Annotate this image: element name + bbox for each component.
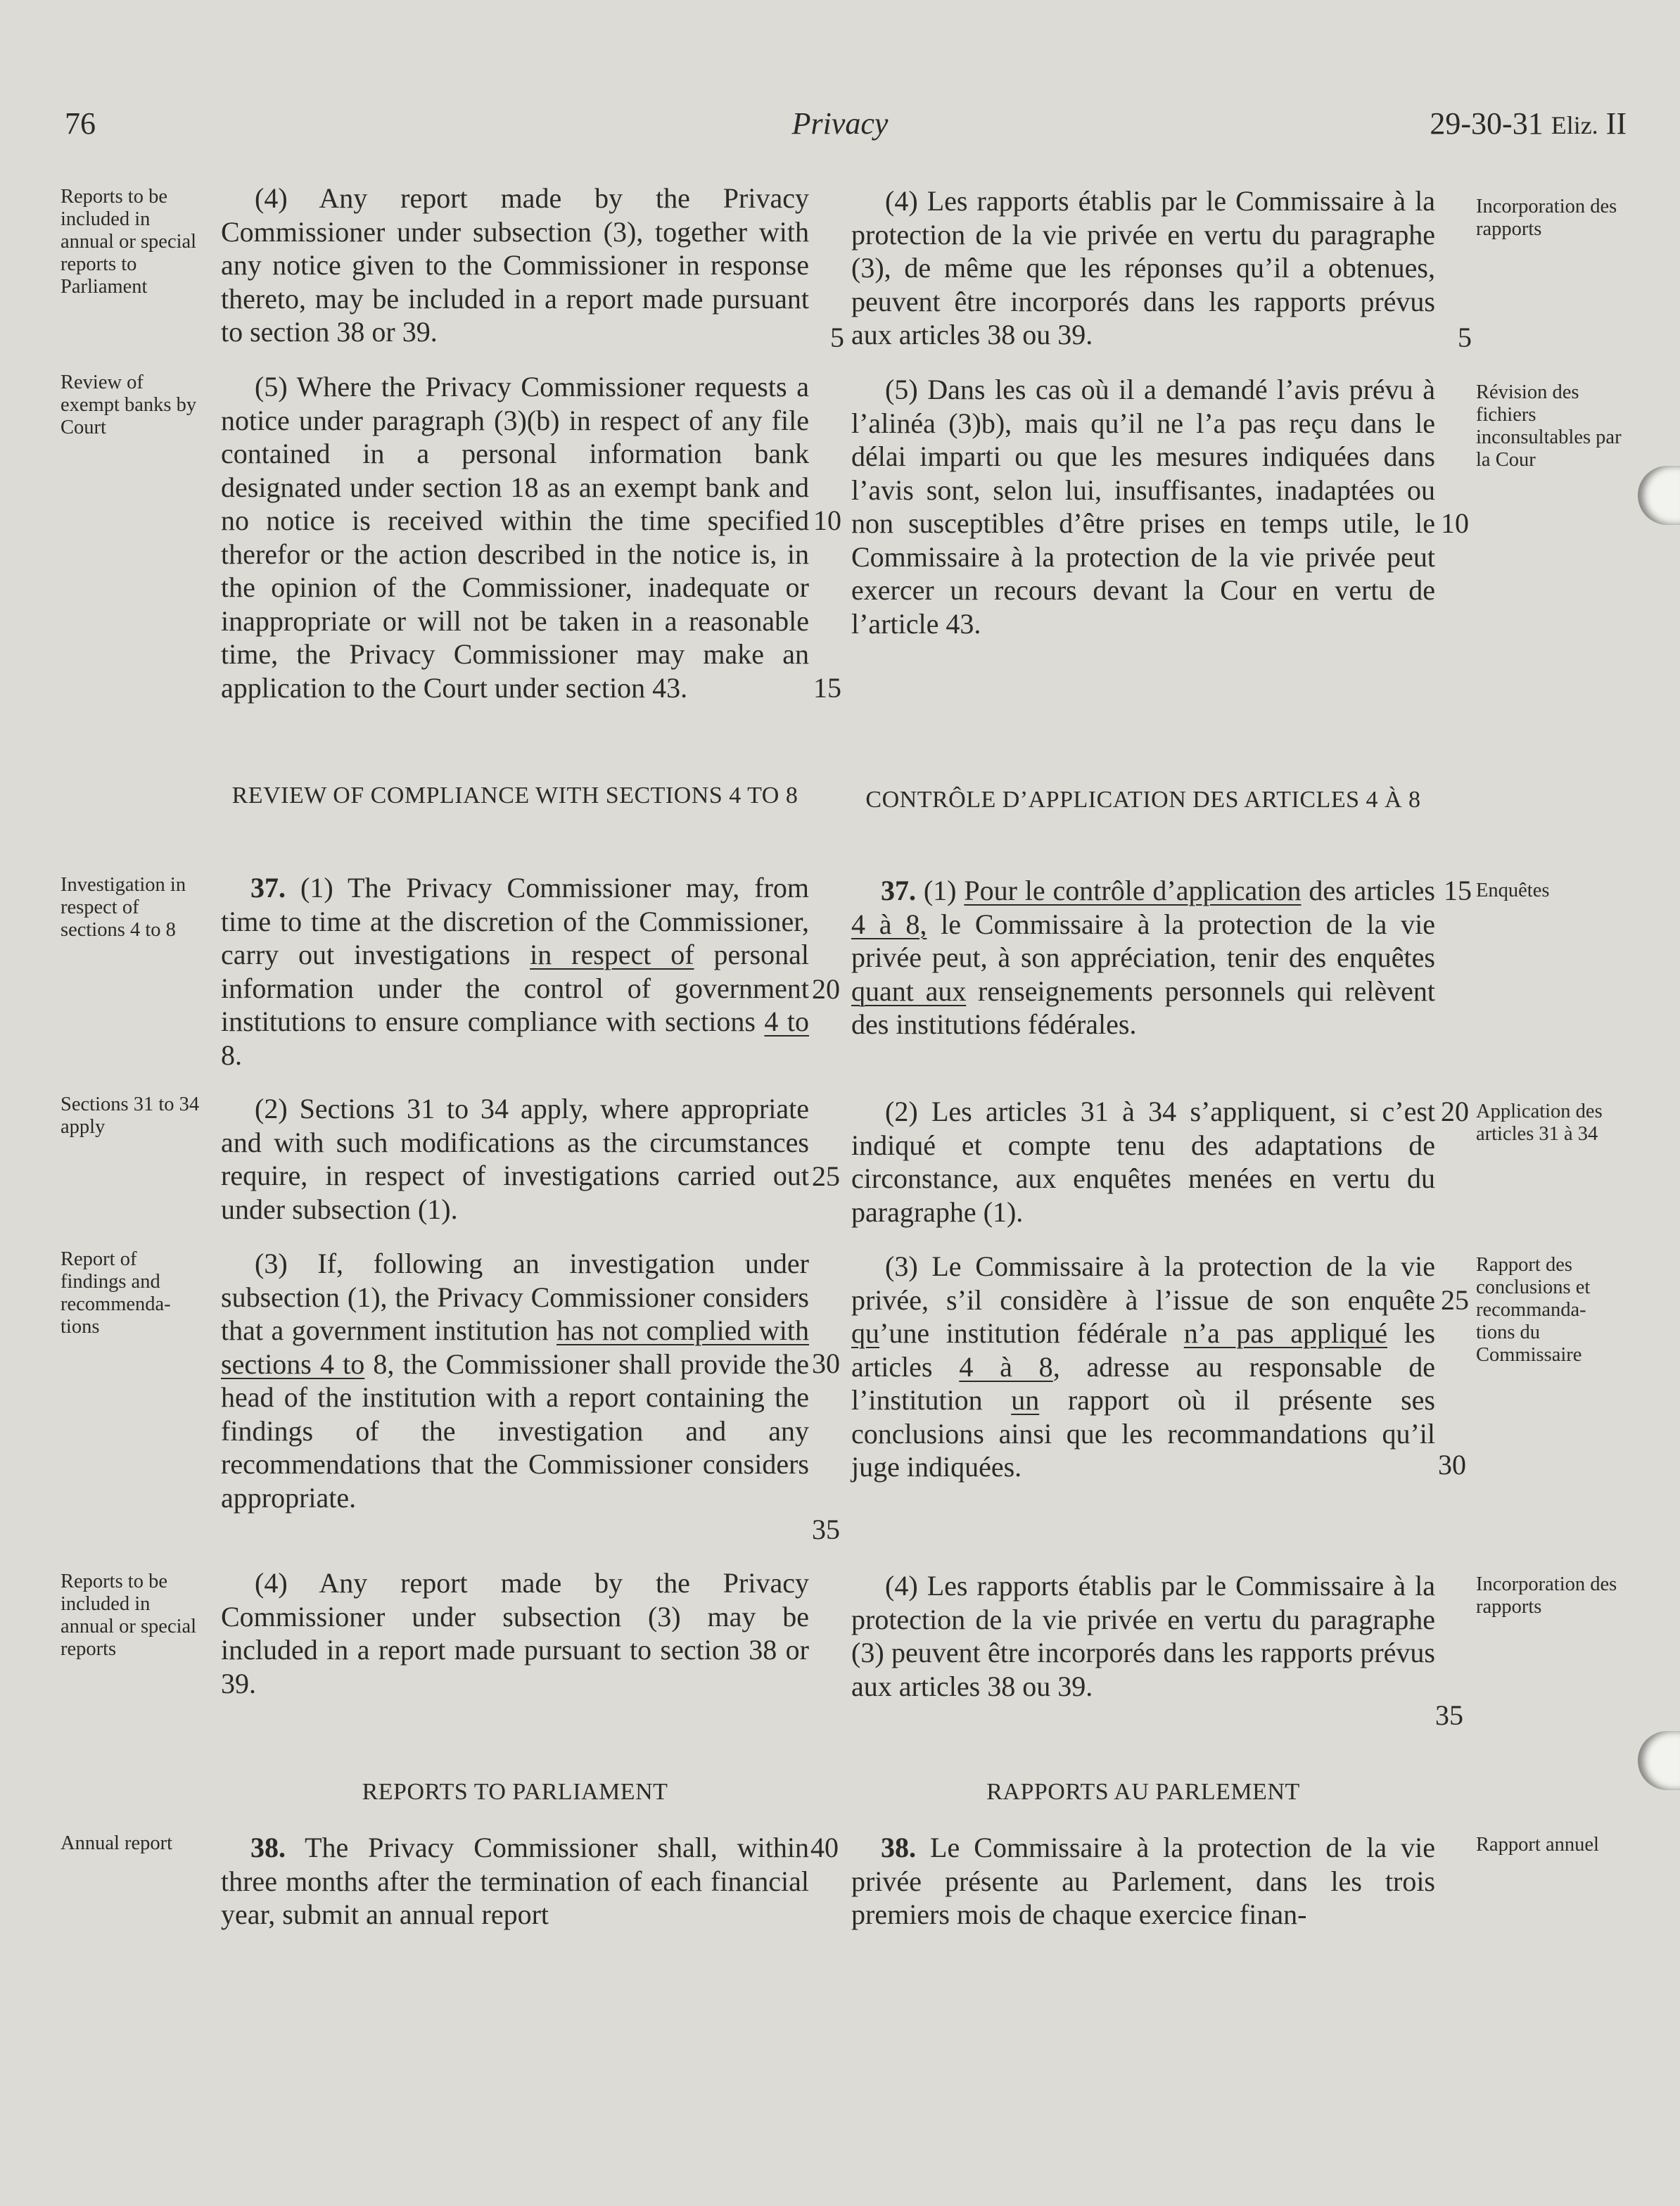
line-number: 25 [1441,1284,1469,1316]
page-number: 76 [65,106,96,141]
en-paragraph-37-2: (2) Sections 31 to 34 apply, where appropriate and with such modifications as the circumstances require, in respect of investigations carried out under subsection (1). [221,1093,809,1225]
punch-hole [1638,466,1680,525]
section-heading-fr: RAPPORTS AU PARLEMENT [986,1779,1300,1805]
amendment-underline: quant aux [851,975,967,1007]
line-number: 20 [1441,1096,1469,1127]
section-heading-en: REVIEW OF COMPLIANCE WITH SECTIONS 4 TO 8 [231,782,798,809]
margin-note-fr: Incorporation des rapports [1476,1573,1617,1618]
amendment-underline: n’a pas appliqué [1183,1317,1388,1349]
margin-note-fr: Rapport annuel [1476,1834,1599,1856]
en-paragraph-37-4: (4) Any report made by the Privacy Commissioner under subsection (3) may be included in a report made pursuant to section 38 or 39. [221,1567,809,1699]
line-number: 5 [830,322,844,353]
en-paragraph-38: 38. The Privacy Commissioner shall, within three months after the termination of each financial year, submit an annual report [221,1832,809,1930]
line-number: 35 [812,1514,840,1545]
fr-paragraph-36-4: (4) Les rapports établis par le Commissaire à la protection de la vie privée en vertu du paragraphe (3), de même que les réponses qu’il a obtenues, peuvent être incorporés dans les rapports prévus aux articles 38 ou 39. [851,185,1435,350]
line-number: 5 [1458,322,1472,353]
section-number: 38. [250,1832,286,1863]
section-number: 38. [881,1832,916,1863]
margin-note-en: Sections 31 to 34 apply [61,1094,200,1138]
margin-note-fr: Incorporation des rapports [1476,196,1617,240]
section-number: 37. [250,872,286,904]
amendment-underline: has not complied with sections 4 to [221,1314,809,1380]
line-number: 15 [1444,875,1472,906]
fr-paragraph-38: 38. Le Commissaire à la protection de la vie privée présente au Parlement, dans les trois premiers mois de chaque exercice finan- [851,1832,1435,1930]
en-paragraph-36-5: (5) Where the Privacy Commissioner requests a notice under paragraph (3)(b) in respect of any file contained in a personal information bank designated under section 18 as an exempt bank and no notice is received within the time specified therefor or the action described in the notice is, in the opinion of the Commissioner, inadequate or inappropriate or will not be taken in a reasonable time, the Privacy Commissioner may make an application to the Court under section 43. [221,371,809,704]
margin-note-en: Investigation in respect of sections 4 to 8 [61,874,186,941]
amendment-underline: in respect of [530,939,694,970]
margin-note-en: Reports to be included in annual or special reports to Parliament [61,186,197,298]
line-number: 40 [810,1832,839,1863]
margin-note-fr: Enquêtes [1476,880,1550,901]
line-number: 15 [813,672,841,704]
amendment-underline: 4 to [764,1006,809,1037]
line-number: 10 [1441,507,1469,539]
margin-note-en: Report of findings and recommenda-tions [61,1248,171,1338]
line-number: 20 [812,973,840,1005]
margin-note-fr: Application des articles 31 à 34 [1476,1101,1603,1145]
line-number: 25 [812,1160,840,1192]
amendment-underline: un [1011,1384,1040,1416]
line-number: 10 [813,505,841,536]
en-paragraph-36-4: (4) Any report made by the Privacy Commissioner under subsection (3), together with any notice given to the Commissioner in response thereto, may be included in a report made pursuant to section 38 or 39. [221,182,809,348]
line-number: 35 [1435,1699,1463,1731]
session-label [1430,106,1627,141]
margin-note-fr: Révision des fichiers inconsultables par la Cour [1476,381,1622,471]
en-paragraph-37-1: 37. (1) The Privacy Commissioner may, from time to time at the discretion of the Commissioner, carry out investigations in respect of personal information under the control of government institutions to ensure compliance with sections 4 to 8. [221,872,809,1071]
session-numeral: II [1598,106,1627,141]
fr-paragraph-37-1: 37. (1) Pour le contrôle d’application des articles 4 à 8, le Commissaire à la protection de la vie privée peut, à son appréciation, tenir des enquêtes quant aux renseignements personnels qui relèvent des institutions fédérales. [851,875,1435,1040]
amendment-underline: qu [851,1317,879,1349]
section-heading-fr: CONTRÔLE D’APPLICATION DES ARTICLES 4 À 8 [865,787,1421,813]
fr-paragraph-36-5: (5) Dans les cas où il a demandé l’avis prévu à l’alinéa (3)b), mais qu’il ne l’a pas reçu dans le délai imparti ou que les mesures indiquées dans l’avis sont, selon lui, insuffisantes, inadaptées ou non susceptibles d’être prises en temps utile, le Commissaire à la protection de la vie privée peut exercer un recours devant la Cour en vertu de l’article 43. [851,374,1435,640]
amendment-underline: 4 à 8, [851,908,927,940]
margin-note-fr: Rapport des conclusions et recommanda-tions du Commissaire [1476,1254,1591,1366]
amendment-underline: 4 à 8 [959,1350,1053,1383]
fr-paragraph-37-2: (2) Les articles 31 à 34 s’appliquent, si c’est indiqué et compte tenu des adaptations de circonstance, aux enquêtes menées en vertu du paragraphe (1). [851,1096,1435,1228]
section-number: 37. [881,875,916,906]
session-elizabeth: Eliz. [1551,111,1598,139]
line-number: 30 [1438,1449,1466,1481]
running-title: Privacy [791,106,889,141]
line-number: 30 [812,1348,840,1379]
amendment-underline: Pour le contrôle d’application [964,875,1302,906]
margin-note-en: Reports to be included in annual or special reports [61,1571,197,1660]
punch-hole [1638,1731,1680,1790]
fr-paragraph-37-3: (3) Le Commissaire à la protection de la vie privée, s’il considère à l’issue de son enquête qu’une institution fédérale n’a pas appliqué les articles 4 à 8, adresse au responsable de l’institution un rapport où il présente ses conclusions ainsi que les recommandations qu’il juge indiquées. [851,1250,1436,1483]
margin-note-en: Annual report [61,1832,173,1854]
margin-note-en: Review of exempt banks by Court [61,372,197,438]
fr-paragraph-37-4: (4) Les rapports établis par le Commissaire à la protection de la vie privée en vertu du paragraphe (3) peuvent être incorporés dans les rapports prévus aux articles 38 ou 39. [851,1570,1435,1702]
session-prefix: 29-30-31 [1430,106,1551,141]
section-heading-en: REPORTS TO PARLIAMENT [362,1779,668,1805]
en-paragraph-37-3: (3) If, following an investigation under subsection (1), the Privacy Commissioner considers that a government institution has not complied with sections 4 to 8, the Commissioner shall provide the head of the institution with a report containing the findings of the investigation and any recommendations that the Commissioner considers appropriate. [221,1248,809,1514]
